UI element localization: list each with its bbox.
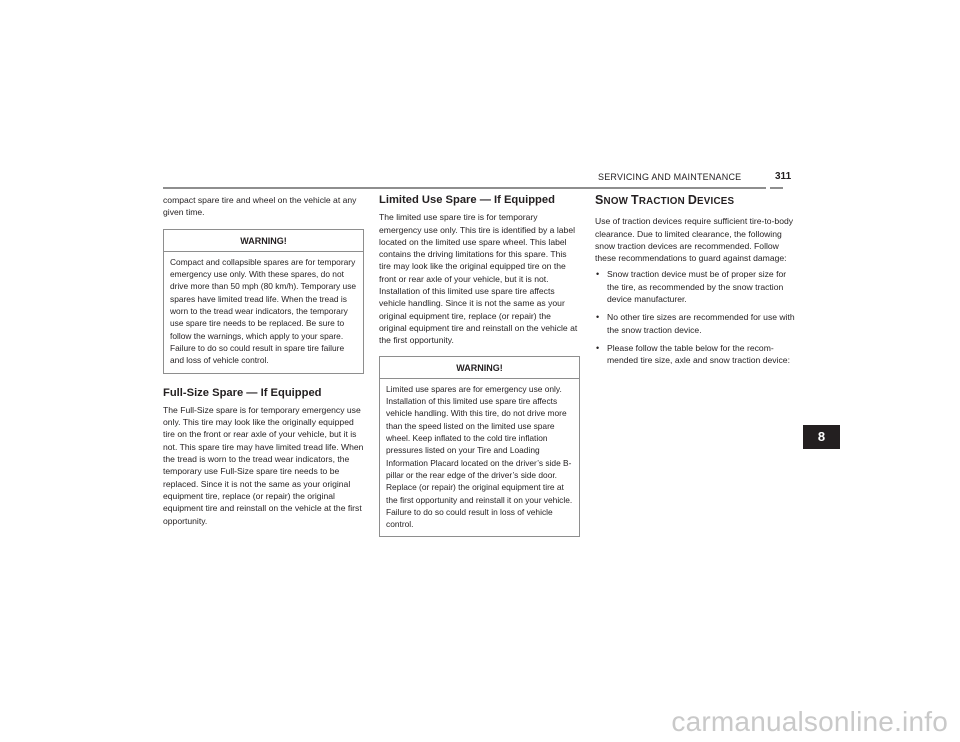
bullet-icon: •: [596, 312, 600, 323]
column-2: [379, 194, 580, 537]
column-1: [163, 194, 364, 527]
column-3: [595, 194, 799, 373]
list-item: • No other tire sizes are recommended for use with the snow traction device.: [596, 312, 795, 335]
list-item: • Snow traction device must be of proper size for the tire, as recommended by the snow traction device manufacturer.: [596, 269, 787, 305]
bullet-icon: •: [596, 342, 600, 353]
list-item: • Please follow the table below for the recom-mended tire size, axle and snow traction device:: [596, 342, 790, 366]
warning-body: Compact and collapsible spares are for temporary emergency use only. With these spares, do not drive more than 50 mph (80 km/h). Temporary use spares have limited tread life. When the tread is worn to the tread wear indicators, the temporary use spare tire needs to be replaced. Be sure to follow the warnings, which apply to your spare. Failure to do so could result in spare tire failure and loss of vehicle control.: [170, 256, 357, 366]
warning-body: Limited use spares are for emergency use only. Installation of this limited use spare tire affects vehicle handling. With this tire, do not drive more than the speed listed on the limited use spare wheel. Keep inflated to the cold tire inflation pressures listed on your Tire and Loading Information Placard located on the driver’s side B-pillar or the rear edge of the driver’s side door. Replace (or repair) the original equipment tire at the first opportunity and reinstall it on your vehicle. Failure to do so could result in loss of vehicle control.: [386, 383, 573, 530]
limited-use-spare-heading: Limited Use Spare — If Equipped: [379, 194, 555, 206]
bullet-icon: •: [596, 269, 600, 280]
section-title: SERVICING AND MAINTENANCE: [598, 172, 742, 182]
warning-title: WARNING!: [164, 230, 363, 252]
warning-box-compact: [163, 229, 364, 374]
chapter-tab: 8: [803, 425, 840, 449]
full-size-spare-body: The Full-Size spare is for temporary emergency use only. This tire may look like the originally equipped tire on the front or rear axle of your vehicle, but it is not. This spare tire may have limited tread life. When the tread is worn to the tread wear indicators, the temporary use Full-Size spare tire needs to be replaced. Since it is not the same as your original equipment tire, replace (or repair) the original equipment tire and reinstall on the vehicle at the first opportunity.: [163, 404, 364, 526]
header-rule-gap: [766, 185, 770, 191]
page-number: 311: [775, 171, 792, 182]
warning-box-limited: [379, 356, 580, 538]
warning-title: WARNING!: [380, 357, 579, 379]
header-rule: [163, 187, 783, 189]
snow-traction-intro: Use of traction devices require sufficient tire-to-body clearance. Due to limited clearance, the following snow traction devices are recommended. Follow these recommendations to guard against damage:: [595, 216, 794, 264]
watermark: carmanualsonline.info: [671, 706, 948, 737]
snow-traction-heading: SNOW TRACTION DEVICES: [595, 193, 735, 207]
intro-paragraph: compact spare tire and wheel on the vehicle at any given time.: [163, 195, 357, 218]
full-size-spare-heading: Full-Size Spare — If Equipped: [163, 386, 322, 399]
snow-traction-list: [595, 268, 799, 366]
limited-use-spare-body: The limited use spare tire is for temporary emergency use only. This tire is identified by a label located on the limited use spare wheel. This label contains the driving limitations for this spare. This tire may look like the original equipped tire on the front or rear axle of your vehicle, but it is not. Installation of this limited use spare tire affects vehicle handling. Since it is not the same as your original equipment tire, replace (or repair) the original equipment tire and reinstall on the vehicle at the first opportunity.: [379, 212, 578, 346]
